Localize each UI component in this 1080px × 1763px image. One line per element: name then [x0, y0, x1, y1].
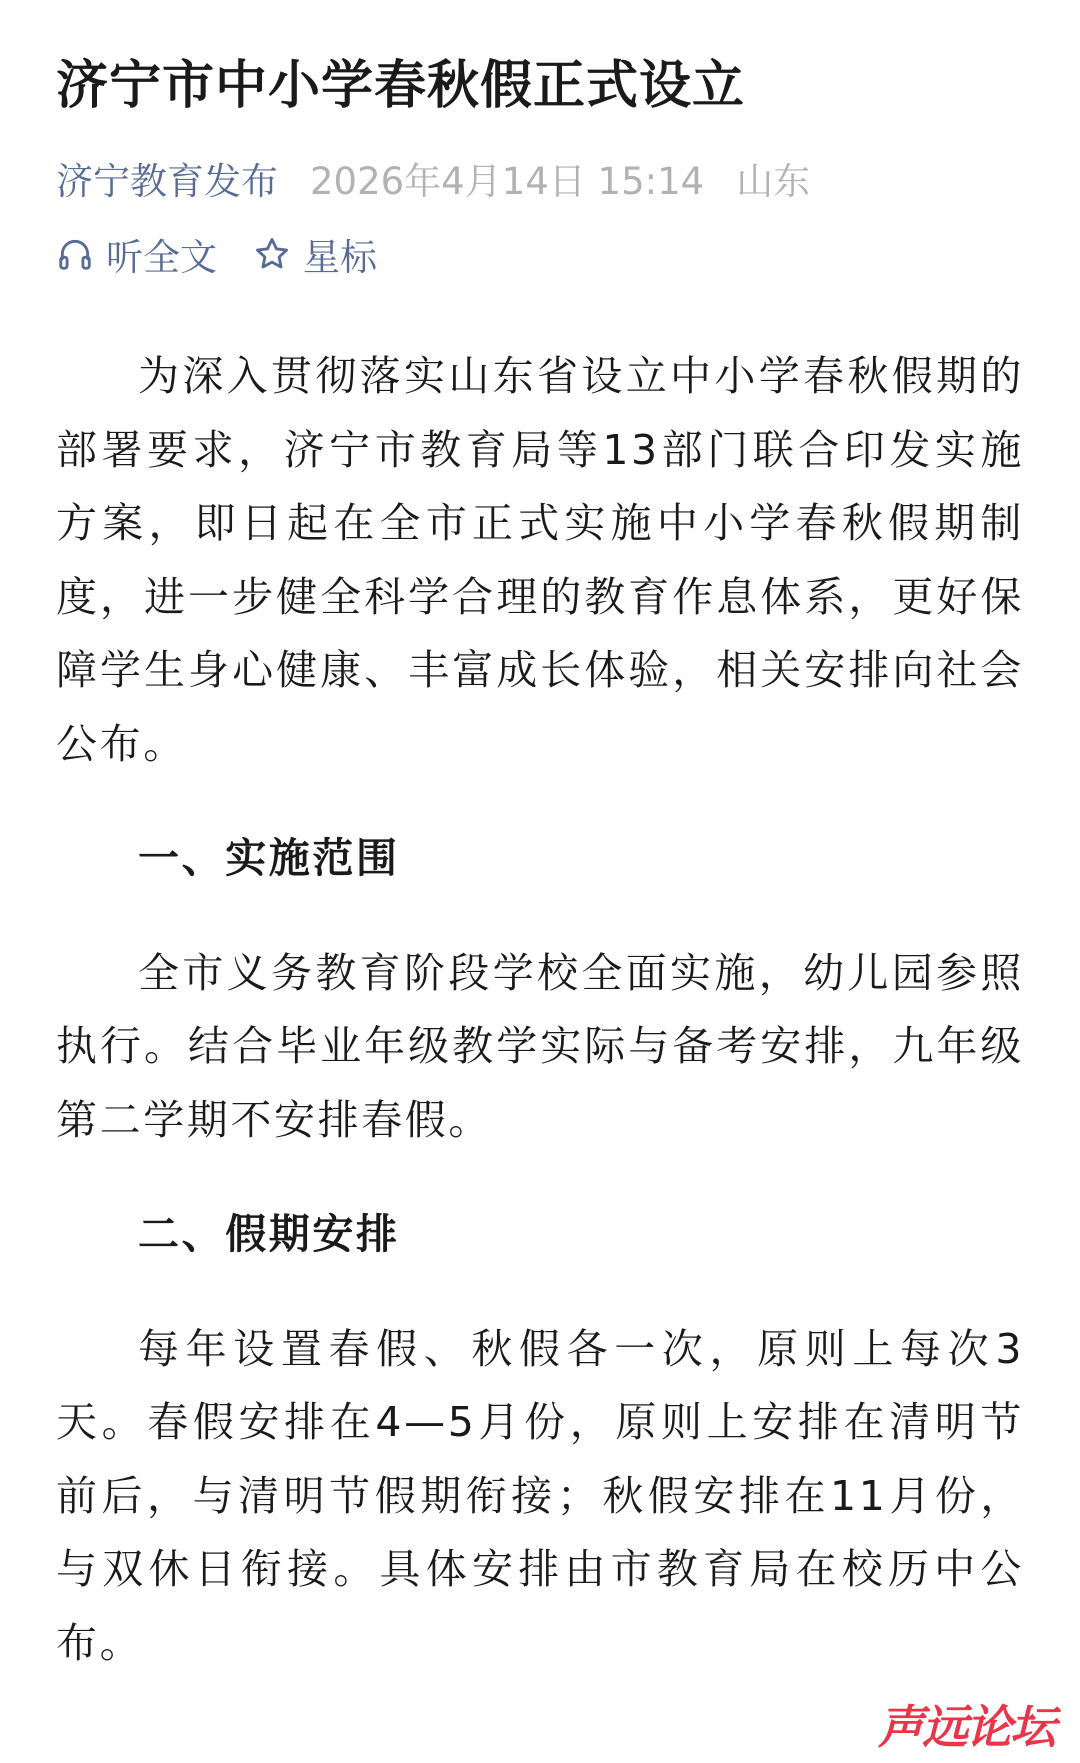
paragraph-schedule: 每年设置春假、秋假各一次，原则上每次3天。春假安排在4—5月份，原则上安排在清明节前后，与清明节假期衔接；秋假安排在11月份，与双休日衔接。具体安排由市教育局在校历中公布。 — [56, 1324, 1024, 1667]
article-title: 济宁市中小学春秋假正式设立 — [56, 56, 746, 116]
listen-button[interactable] — [56, 227, 217, 281]
star-label: 星标 — [303, 236, 377, 279]
article-actions — [56, 228, 1024, 280]
article — [56, 0, 1024, 1680]
listen-label: 听全文 — [106, 236, 217, 279]
star-icon — [253, 235, 291, 273]
publish-date: 2026年4月14日 15:14 — [310, 160, 705, 203]
paragraph-scope: 全市义务教育阶段学校全面实施，幼儿园参照执行。结合毕业年级教学实际与备考安排，九年级第二学期不安排春假。 — [56, 948, 1024, 1144]
publish-region: 山东 — [736, 160, 811, 203]
section-heading-schedule: 二、假期安排 — [138, 1210, 400, 1258]
article-meta — [56, 152, 1024, 204]
forum-watermark-logo: 声远论坛 — [878, 1700, 1054, 1754]
headphones-icon — [56, 235, 94, 273]
section-heading-scope: 一、实施范围 — [138, 834, 400, 882]
paragraph-intro: 为深入贯彻落实山东省设立中小学春秋假期的部署要求，济宁市教育局等13部门联合印发实施方案，即日起在全市正式实施中小学春秋假期制度，进一步健全科学合理的教育作息体系，更好保障学生身心健康、丰富成长体验，相关安排向社会公布。 — [56, 352, 1024, 768]
account-name-link[interactable]: 济宁教育发布 — [56, 160, 278, 203]
star-button[interactable] — [253, 227, 377, 281]
article-body — [56, 340, 1024, 1680]
